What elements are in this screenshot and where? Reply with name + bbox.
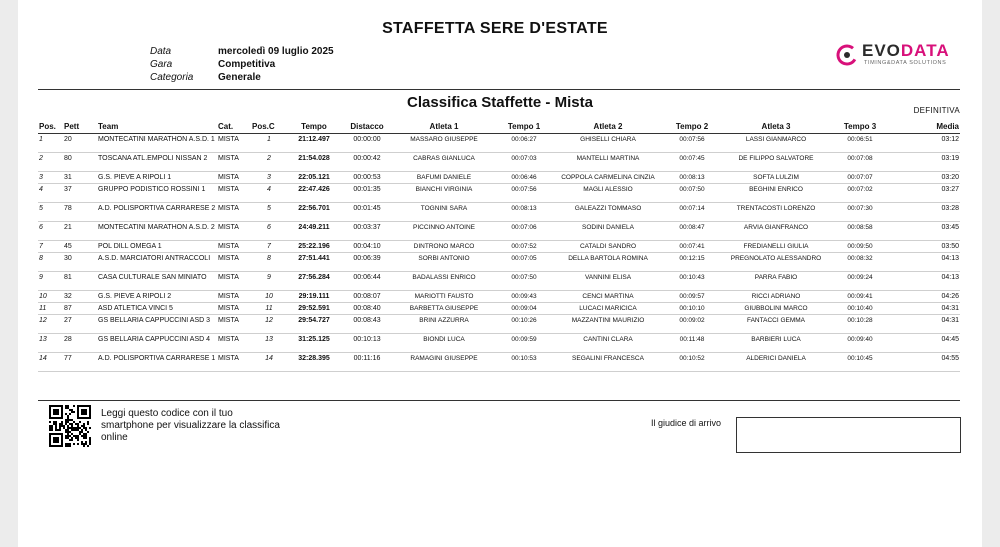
category-cell: MISTA — [217, 172, 251, 184]
col-header: Distacco — [341, 119, 393, 134]
category-cell: MISTA — [217, 253, 251, 272]
average-cell: 03:19 — [889, 153, 960, 172]
time2-cell: 00:07:41 — [663, 241, 721, 253]
category-cell: MISTA — [217, 241, 251, 253]
meta-value: Generale — [218, 72, 261, 83]
category-cell: MISTA — [217, 134, 251, 153]
meta-value: mercoledì 09 luglio 2025 — [218, 46, 334, 57]
athlete3-cell: RICCI ADRIANO — [721, 291, 831, 303]
time-cell: 27:51.441 — [287, 253, 341, 272]
athlete2-cell: CANTINI CLARA — [553, 334, 663, 353]
athlete3-cell: DE FILIPPO SALVATORE — [721, 153, 831, 172]
athlete3-cell: TRENTACOSTI LORENZO — [721, 203, 831, 222]
time1-cell: 00:07:50 — [495, 272, 553, 291]
time3-cell: 00:06:51 — [831, 134, 889, 153]
category-position-cell: 10 — [251, 291, 287, 303]
team-cell: MONTECATINI MARATHON A.S.D. 2 — [97, 222, 217, 241]
time2-cell: 00:10:43 — [663, 272, 721, 291]
table-row — [38, 253, 960, 272]
position-cell: 2 — [38, 153, 63, 172]
time3-cell: 00:07:07 — [831, 172, 889, 184]
gap-cell: 00:11:16 — [341, 353, 393, 372]
table-row — [38, 153, 960, 172]
gap-cell: 00:08:43 — [341, 315, 393, 334]
meta-label: Categoria — [150, 72, 194, 83]
table-row — [38, 241, 960, 253]
bib-cell: 45 — [63, 241, 97, 253]
athlete1-cell: TOGNINI SARA — [393, 203, 495, 222]
table-row — [38, 203, 960, 222]
time2-cell: 00:08:47 — [663, 222, 721, 241]
gap-cell: 00:08:07 — [341, 291, 393, 303]
col-header: Pett — [63, 119, 97, 134]
time2-cell: 00:08:13 — [663, 172, 721, 184]
athlete1-cell: BADALASSI ENRICO — [393, 272, 495, 291]
athlete3-cell: PREGNOLATO ALESSANDRO — [721, 253, 831, 272]
position-cell: 5 — [38, 203, 63, 222]
average-cell: 03:20 — [889, 172, 960, 184]
time1-cell: 00:09:43 — [495, 291, 553, 303]
time1-cell: 00:07:52 — [495, 241, 553, 253]
time3-cell: 00:08:32 — [831, 253, 889, 272]
category-position-cell: 13 — [251, 334, 287, 353]
time2-cell: 00:07:45 — [663, 153, 721, 172]
category-cell: MISTA — [217, 303, 251, 315]
athlete3-cell: GIUBBOLINI MARCO — [721, 303, 831, 315]
category-cell: MISTA — [217, 272, 251, 291]
athlete1-cell: BIANCHI VIRGINIA — [393, 184, 495, 203]
time1-cell: 00:07:06 — [495, 222, 553, 241]
athlete1-cell: DINTRONO MARCO — [393, 241, 495, 253]
category-position-cell: 2 — [251, 153, 287, 172]
team-cell: ASD ATLETICA VINCI 5 — [97, 303, 217, 315]
table-row — [38, 184, 960, 203]
event-meta — [150, 45, 334, 84]
average-cell: 04:55 — [889, 353, 960, 372]
bib-cell: 87 — [63, 303, 97, 315]
table-row — [38, 334, 960, 353]
athlete2-cell: MANTELLI MARTINA — [553, 153, 663, 172]
position-cell: 6 — [38, 222, 63, 241]
category-position-cell: 6 — [251, 222, 287, 241]
time1-cell: 00:07:03 — [495, 153, 553, 172]
team-cell: G.S. PIEVE A RIPOLI 2 — [97, 291, 217, 303]
category-cell: MISTA — [217, 203, 251, 222]
gap-cell: 00:00:53 — [341, 172, 393, 184]
position-cell: 13 — [38, 334, 63, 353]
col-header: Team — [97, 119, 217, 134]
average-cell: 03:45 — [889, 222, 960, 241]
gap-cell: 00:00:00 — [341, 134, 393, 153]
category-cell: MISTA — [217, 184, 251, 203]
time3-cell: 00:07:08 — [831, 153, 889, 172]
average-cell: 04:13 — [889, 272, 960, 291]
time-cell: 29:19.111 — [287, 291, 341, 303]
time1-cell: 00:09:59 — [495, 334, 553, 353]
athlete3-cell: ARVIA GIANFRANCO — [721, 222, 831, 241]
athlete3-cell: FANTACCI GEMMA — [721, 315, 831, 334]
average-cell: 03:28 — [889, 203, 960, 222]
table-header-row — [38, 119, 960, 134]
bib-cell: 32 — [63, 291, 97, 303]
athlete2-cell: CATALDI SANDRO — [553, 241, 663, 253]
logo-brand-a: EVO — [862, 41, 901, 60]
time2-cell: 00:09:02 — [663, 315, 721, 334]
position-cell: 1 — [38, 134, 63, 153]
time-cell: 24:49.211 — [287, 222, 341, 241]
time3-cell: 00:09:24 — [831, 272, 889, 291]
average-cell: 03:12 — [889, 134, 960, 153]
logo-brand — [862, 41, 950, 61]
meta-label: Gara — [150, 59, 173, 70]
category-cell: MISTA — [217, 291, 251, 303]
athlete2-cell: SODINI DANIELA — [553, 222, 663, 241]
qr-instructions: Leggi questo codice con il tuo smartphone per visualizzare la classifica online — [101, 408, 280, 443]
time3-cell: 00:07:30 — [831, 203, 889, 222]
gap-cell: 00:03:37 — [341, 222, 393, 241]
time-cell: 22:05.121 — [287, 172, 341, 184]
judge-signature-box — [736, 417, 961, 453]
evodata-logo — [835, 41, 965, 69]
footer-divider — [38, 400, 960, 401]
col-header: Atleta 3 — [721, 119, 831, 134]
team-cell: A.D. POLISPORTIVA CARRARESE 2 — [97, 203, 217, 222]
athlete2-cell: MAGLI ALESSIO — [553, 184, 663, 203]
average-cell: 04:45 — [889, 334, 960, 353]
table-row — [38, 172, 960, 184]
athlete1-cell: BARBETTA GIUSEPPE — [393, 303, 495, 315]
logo-tagline: TIMING&DATA SOLUTIONS — [864, 60, 947, 66]
bib-cell: 37 — [63, 184, 97, 203]
gap-cell: 00:08:40 — [341, 303, 393, 315]
table-row — [38, 134, 960, 153]
table-row — [38, 353, 960, 372]
qr-code[interactable] — [49, 405, 91, 447]
time2-cell: 00:07:50 — [663, 184, 721, 203]
time-cell: 21:54.028 — [287, 153, 341, 172]
meta-label: Data — [150, 46, 172, 57]
col-header: Atleta 2 — [553, 119, 663, 134]
bib-cell: 21 — [63, 222, 97, 241]
athlete1-cell: BIONDI LUCA — [393, 334, 495, 353]
category-cell: MISTA — [217, 353, 251, 372]
position-cell: 4 — [38, 184, 63, 203]
team-cell: TOSCANA ATL.EMPOLI NISSAN 2 — [97, 153, 217, 172]
results-table — [38, 119, 960, 372]
category-position-cell: 11 — [251, 303, 287, 315]
athlete3-cell: LASSI GIANMARCO — [721, 134, 831, 153]
average-cell: 03:50 — [889, 241, 960, 253]
position-cell: 10 — [38, 291, 63, 303]
team-cell: POL DILL OMEGA 1 — [97, 241, 217, 253]
athlete2-cell: CENCI MARTINA — [553, 291, 663, 303]
bib-cell: 80 — [63, 153, 97, 172]
time1-cell: 00:07:56 — [495, 184, 553, 203]
time1-cell: 00:10:26 — [495, 315, 553, 334]
ranking-title: Classifica Staffette - Mista — [407, 94, 593, 111]
athlete1-cell: BRINI AZZURRA — [393, 315, 495, 334]
time-cell: 29:54.727 — [287, 315, 341, 334]
athlete3-cell: FREDIANELLI GIULIA — [721, 241, 831, 253]
category-position-cell: 12 — [251, 315, 287, 334]
time3-cell: 00:09:41 — [831, 291, 889, 303]
category-position-cell: 3 — [251, 172, 287, 184]
athlete1-cell: CABRAS GIANLUCA — [393, 153, 495, 172]
athlete3-cell: ALDERICI DANIELA — [721, 353, 831, 372]
time2-cell: 00:12:15 — [663, 253, 721, 272]
average-cell: 04:31 — [889, 315, 960, 334]
team-cell: GS BELLARIA CAPPUCCINI ASD 4 — [97, 334, 217, 353]
athlete1-cell: RAMAGINI GIUSEPPE — [393, 353, 495, 372]
average-cell: 04:31 — [889, 303, 960, 315]
meta-row-date — [150, 45, 334, 58]
time3-cell: 00:10:40 — [831, 303, 889, 315]
position-cell: 8 — [38, 253, 63, 272]
bib-cell: 30 — [63, 253, 97, 272]
category-position-cell: 14 — [251, 353, 287, 372]
category-position-cell: 9 — [251, 272, 287, 291]
position-cell: 9 — [38, 272, 63, 291]
gap-cell: 00:06:44 — [341, 272, 393, 291]
col-header: Tempo — [287, 119, 341, 134]
col-header: Tempo 3 — [831, 119, 889, 134]
time2-cell: 00:07:14 — [663, 203, 721, 222]
time3-cell: 00:09:50 — [831, 241, 889, 253]
table-row — [38, 222, 960, 241]
bib-cell: 77 — [63, 353, 97, 372]
bib-cell: 78 — [63, 203, 97, 222]
team-cell: G.S. PIEVE A RIPOLI 1 — [97, 172, 217, 184]
category-position-cell: 1 — [251, 134, 287, 153]
category-cell: MISTA — [217, 222, 251, 241]
time-cell: 29:52.591 — [287, 303, 341, 315]
bib-cell: 81 — [63, 272, 97, 291]
team-cell: A.D. POLISPORTIVA CARRARESE 1 — [97, 353, 217, 372]
time1-cell: 00:08:13 — [495, 203, 553, 222]
meta-row-category — [150, 71, 334, 84]
time-cell: 31:25.125 — [287, 334, 341, 353]
category-position-cell: 8 — [251, 253, 287, 272]
athlete1-cell: SORBI ANTONIO — [393, 253, 495, 272]
col-header: Pos. — [38, 119, 63, 134]
table-row — [38, 272, 960, 291]
athlete2-cell: DELLA BARTOLA ROMINA — [553, 253, 663, 272]
col-header: Tempo 1 — [495, 119, 553, 134]
athlete2-cell: LUCACI MARICICA — [553, 303, 663, 315]
time2-cell: 00:09:57 — [663, 291, 721, 303]
athlete2-cell: COPPOLA CARMELINA CINZIA — [553, 172, 663, 184]
time3-cell: 00:10:28 — [831, 315, 889, 334]
athlete2-cell: GHISELLI CHIARA — [553, 134, 663, 153]
athlete3-cell: PARRA FABIO — [721, 272, 831, 291]
judge-label: Il giudice di arrivo — [651, 418, 722, 428]
position-cell: 3 — [38, 172, 63, 184]
team-cell: GRUPPO PODISTICO ROSSINI 1 — [97, 184, 217, 203]
position-cell: 12 — [38, 315, 63, 334]
gap-cell: 00:01:35 — [341, 184, 393, 203]
time-cell: 22:56.701 — [287, 203, 341, 222]
category-position-cell: 4 — [251, 184, 287, 203]
category-cell: MISTA — [217, 153, 251, 172]
average-cell: 04:26 — [889, 291, 960, 303]
table-row — [38, 303, 960, 315]
athlete1-cell: PICCINNO ANTOINE — [393, 222, 495, 241]
athlete1-cell: BAFUMI DANIELE — [393, 172, 495, 184]
category-cell: MISTA — [217, 315, 251, 334]
col-header: Media — [889, 119, 960, 134]
position-cell: 14 — [38, 353, 63, 372]
athlete1-cell: MASSARO GIUSEPPE — [393, 134, 495, 153]
time1-cell: 00:06:46 — [495, 172, 553, 184]
team-cell: A.S.D. MARCIATORI ANTRACCOLI — [97, 253, 217, 272]
gap-cell: 00:04:10 — [341, 241, 393, 253]
average-cell: 03:27 — [889, 184, 960, 203]
bib-cell: 31 — [63, 172, 97, 184]
col-header: Atleta 1 — [393, 119, 495, 134]
bib-cell: 28 — [63, 334, 97, 353]
col-header: Pos.C — [251, 119, 287, 134]
athlete3-cell: SOFTA LULZIM — [721, 172, 831, 184]
time-cell: 27:56.284 — [287, 272, 341, 291]
time-cell: 25:22.196 — [287, 241, 341, 253]
logo-brand-b: DATA — [900, 41, 950, 60]
time1-cell: 00:06:27 — [495, 134, 553, 153]
team-cell: MONTECATINI MARATHON A.S.D. 1 — [97, 134, 217, 153]
category-position-cell: 5 — [251, 203, 287, 222]
time1-cell: 00:09:04 — [495, 303, 553, 315]
col-header: Cat. — [217, 119, 251, 134]
table-row — [38, 315, 960, 334]
time3-cell: 00:08:58 — [831, 222, 889, 241]
evodata-mark-icon — [835, 43, 859, 67]
position-cell: 7 — [38, 241, 63, 253]
team-cell: GS BELLARIA CAPPUCCINI ASD 3 — [97, 315, 217, 334]
category-position-cell: 7 — [251, 241, 287, 253]
time3-cell: 00:09:40 — [831, 334, 889, 353]
athlete1-cell: MARIOTTI FAUSTO — [393, 291, 495, 303]
time3-cell: 00:07:02 — [831, 184, 889, 203]
bib-cell: 20 — [63, 134, 97, 153]
gap-cell: 00:06:39 — [341, 253, 393, 272]
col-header: Tempo 2 — [663, 119, 721, 134]
average-cell: 04:13 — [889, 253, 960, 272]
gap-cell: 00:00:42 — [341, 153, 393, 172]
time2-cell: 00:10:52 — [663, 353, 721, 372]
athlete2-cell: GALEAZZI TOMMASO — [553, 203, 663, 222]
time2-cell: 00:11:48 — [663, 334, 721, 353]
time-cell: 21:12.497 — [287, 134, 341, 153]
team-cell: CASA CULTURALE SAN MINIATO — [97, 272, 217, 291]
time2-cell: 00:07:56 — [663, 134, 721, 153]
time-cell: 22:47.426 — [287, 184, 341, 203]
event-title: STAFFETTA SERE D'ESTATE — [382, 20, 608, 37]
athlete2-cell: MAZZANTINI MAURIZIO — [553, 315, 663, 334]
time1-cell: 00:07:05 — [495, 253, 553, 272]
position-cell: 11 — [38, 303, 63, 315]
category-cell: MISTA — [217, 334, 251, 353]
bib-cell: 27 — [63, 315, 97, 334]
time2-cell: 00:10:10 — [663, 303, 721, 315]
athlete2-cell: SEGALINI FRANCESCA — [553, 353, 663, 372]
meta-value: Competitiva — [218, 59, 276, 70]
header-divider — [38, 89, 960, 90]
athlete3-cell: BEGHINI ENRICO — [721, 184, 831, 203]
gap-cell: 00:10:13 — [341, 334, 393, 353]
table-row — [38, 291, 960, 303]
gap-cell: 00:01:45 — [341, 203, 393, 222]
athlete3-cell: BARBIERI LUCA — [721, 334, 831, 353]
athlete2-cell: VANNINI ELISA — [553, 272, 663, 291]
time-cell: 32:28.395 — [287, 353, 341, 372]
time1-cell: 00:10:53 — [495, 353, 553, 372]
status-badge: DEFINITIVA — [913, 106, 960, 115]
time3-cell: 00:10:45 — [831, 353, 889, 372]
meta-row-race — [150, 58, 334, 71]
